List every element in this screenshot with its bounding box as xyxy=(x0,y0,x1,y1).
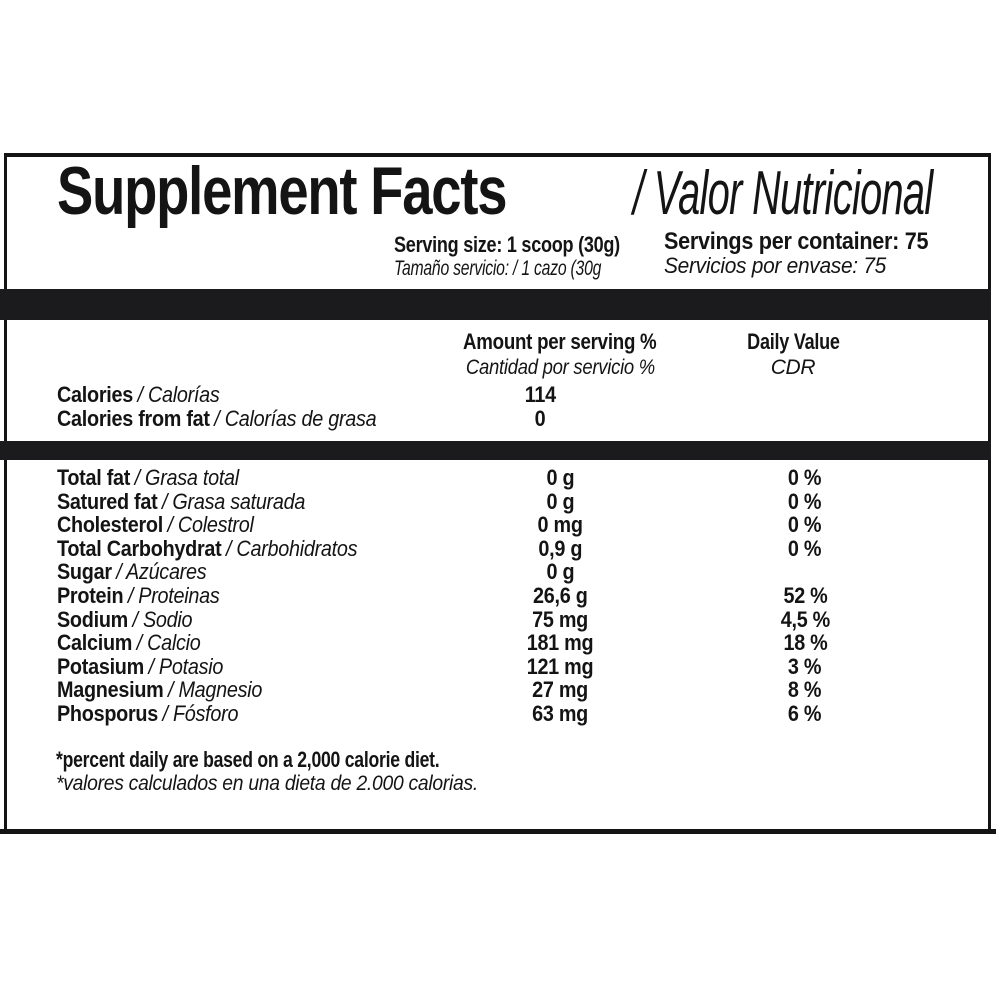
servings-per-container-block xyxy=(664,230,958,278)
row-amount: 0 g xyxy=(546,559,574,584)
table-row-calories-from-fat xyxy=(0,407,1000,430)
row-name: Satured fat / Grasa saturada xyxy=(57,489,306,514)
row-daily-value: 6 % xyxy=(788,701,822,726)
serving-size-en: Serving size: 1 scoop (30g) xyxy=(394,232,620,257)
row-daily-value xyxy=(680,560,930,583)
label-bottom-border xyxy=(0,829,996,834)
row-daily-value: 0 % xyxy=(788,512,822,537)
row-amount: 75 mg xyxy=(532,607,588,632)
separator-bar-top xyxy=(0,289,991,320)
table-row-satured-fat xyxy=(0,490,1000,513)
row-name: Sugar / Azúcares xyxy=(57,559,207,584)
column-header-daily-value xyxy=(668,330,918,381)
table-row-sugar xyxy=(0,560,1000,583)
servings-container-es: Servicios por envase: 75 xyxy=(664,253,887,278)
row-amount: 114 xyxy=(524,382,556,407)
row-name: Sodium / Sodio xyxy=(57,607,193,632)
row-amount: 181 mg xyxy=(526,630,594,655)
table-row-total-carbohydrat xyxy=(0,537,1000,560)
row-daily-value: 0 % xyxy=(788,489,822,514)
table-row-sodium xyxy=(0,608,1000,631)
table-row-cholesterol xyxy=(0,513,1000,536)
row-amount: 0 mg xyxy=(537,512,583,537)
daily-value-header-en: Daily Value xyxy=(746,329,840,354)
title-english: Supplement Facts xyxy=(57,153,507,229)
separator-bar-middle xyxy=(0,441,991,460)
row-daily-value: 52 % xyxy=(782,583,828,608)
row-amount: 0 g xyxy=(546,465,574,490)
title-spanish: / Valor Nutricional xyxy=(632,159,933,228)
table-row-magnesium xyxy=(0,678,1000,701)
table-row-potasium xyxy=(0,655,1000,678)
table-row-total-fat xyxy=(0,466,1000,489)
row-daily-value: 18 % xyxy=(782,630,828,655)
row-daily-value: 3 % xyxy=(788,654,822,679)
row-name: Potasium / Potasio xyxy=(57,654,224,679)
daily-value-header-es: CDR xyxy=(770,356,816,379)
row-name: Calories from fat / Calorías de grasa xyxy=(57,406,377,431)
row-daily-value: 8 % xyxy=(788,677,822,702)
serving-size-es: Tamaño servicio: / 1 cazo (30g xyxy=(394,257,602,280)
row-name: Calcium / Calcio xyxy=(57,630,201,655)
row-amount: 0 xyxy=(534,406,546,431)
row-name: Protein / Proteinas xyxy=(57,583,220,608)
row-name: Phosporus / Fósforo xyxy=(57,701,239,726)
amount-header-en: Amount per serving % xyxy=(463,329,657,354)
row-daily-value: 0 % xyxy=(788,465,822,490)
serving-size-block xyxy=(394,233,670,281)
row-amount: 0 g xyxy=(546,489,574,514)
row-name: Total fat / Grasa total xyxy=(57,465,239,490)
footnote-english: *percent daily are based on a 2,000 calorie diet. xyxy=(56,747,440,772)
row-name: Magnesium / Magnesio xyxy=(57,677,263,702)
amount-header-es: Cantidad por servicio % xyxy=(465,356,655,379)
row-daily-value: 4,5 % xyxy=(780,607,830,632)
row-name: Total Carbohydrat / Carbohidratos xyxy=(57,536,358,561)
row-name: Cholesterol / Colestrol xyxy=(57,512,254,537)
row-amount: 26,6 g xyxy=(532,583,588,608)
row-amount: 0,9 g xyxy=(538,536,582,561)
footnote-spanish: *valores calculados en una dieta de 2.000 calorias. xyxy=(56,772,478,795)
table-row-phosporus xyxy=(0,702,1000,725)
row-daily-value: 0 % xyxy=(788,536,822,561)
table-row-protein xyxy=(0,584,1000,607)
servings-container-en: Servings per container: 75 xyxy=(664,228,929,255)
row-amount: 63 mg xyxy=(532,701,588,726)
table-row-calcium xyxy=(0,631,1000,654)
row-amount: 121 mg xyxy=(526,654,594,679)
row-name: Calories / Calorías xyxy=(57,382,220,407)
column-header-amount xyxy=(430,330,690,381)
table-row-calories xyxy=(0,383,1000,406)
row-amount: 27 mg xyxy=(532,677,588,702)
